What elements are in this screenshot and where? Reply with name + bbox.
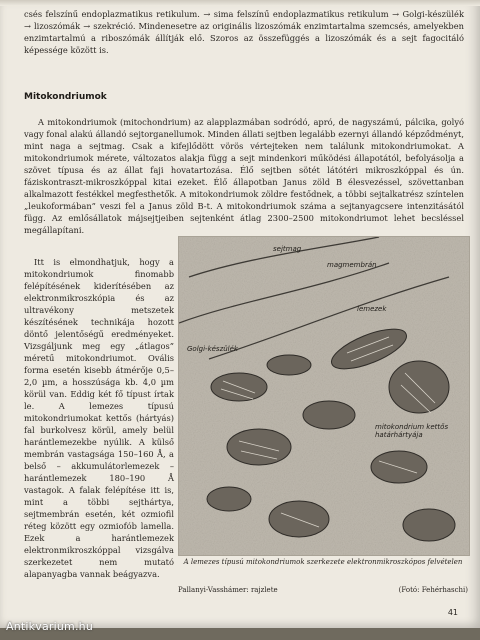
- figure-credit: Pallanyi-Vasshámer: rajzlete: [178, 586, 278, 594]
- top-paragraph: csés felszínű endoplazmatikus retikulum. → sima felszínű endoplazmatikus retikulum → Golgi-készülék → lizoszómák → szekréció. Mindenesetre az originális lizoszómák enzimtartalma szemcsés, amelyekben enzimtartalmú a riboszómák állítják elő. Szoros az összefüggés a lizoszómák és a sejt fagocitáló képessége között is.: [24, 9, 464, 55]
- left-column-paragraph: Itt is elmondhatjuk, hogy a mitokondriumok finomabb felépítésének kiderítésében az elektronmikroszkópia és az ultravékony metszetek készítésének technikája hozott döntő jelentőségű eredményeket. Vizsgáljunk meg egy „átlagos” méretű mitokondriumot. Ovális forma esetén kisebb átmérője 0,5–2,0 µm, a hosszúsága kb. 4,0 µm körül van. Eddig két fő típust írtak le. A lemezes típusú mitokondriumokat kettős (hártyás) fal burkolvesz körül, amely belül harántlemezekbe nyúlik. A külső membrán vastagsága 150–160 Å, a belső – akkumulátorlemezek – harántlemezek 180–190 Å vastagok. A falak felépítése itt is, mint a többi sejthártya, sejtmembrán esetén, két ozmiofil réteg között egy ozmiofób lamella. Ezek a harántlemezek elektronmikroszkóppal vizsgálva szerkezetet nem mutató alapanyagba vannak beágyazva.: [24, 257, 174, 579]
- page-top-shadow: [0, 0, 480, 6]
- figure-label-4: Golgi-készülék: [187, 345, 238, 353]
- section-title: Mitokondriumok: [24, 92, 107, 102]
- figure-label-3: lemezek: [357, 305, 387, 313]
- figure-caption: A lemezes típusú mitokondriumok szerkezete elektronmikroszkópos felvételen: [183, 558, 463, 566]
- figure-label-1: sejtmag: [273, 245, 302, 253]
- photo-credit: (Fotó: Fehérhaschi): [398, 586, 468, 594]
- figure-label-2: magmembrán: [327, 261, 377, 269]
- watermark: Antikvarium.hu: [6, 620, 93, 633]
- intro-paragraph: A mitokondriumok (mitochondrium) az alapplazmában sodródó, apró, de nagyszámú, pálcika, golyó vagy fonal alakú állandó sejtorganellumok. Minden állati sejtben legalább ezernyi állandó képződményt, mint naga a sejtmag. Csak a kifejlődött vörös vértejteken nem találunk mitokondriumokat. A mitokondriumok mérete, változatos alakja függ a sejt mindenkori működési állapotától, befolyásolja a szövet típusa és az állat faji hovatartozása. Élő sejtben sötét látótéri mikroszkóppal és ún. fáziskontraszt-mikroszkóppal kitai ezeket. Élő állapotban Janus zöld B élesvezéssel, szövettanban alkalmazott festékkel megfesthetők. A mitokondriumok zöldre festődnek, a többi sejtalkatrész színtelen „leukoformában” veszi fel a Janus zöld B-t. A mitokondriumok száma a sejtanyagcsere intenzitásától függ. Az emlősállatok májsejtjeiben sejtenként átlag 2300–2500 mitokondriumot lehet becsléssel megállapítani.: [24, 117, 464, 235]
- figure-label-5: mitokondrium kettős határhártyája: [375, 423, 449, 439]
- electron-micrograph-figure: [178, 236, 470, 556]
- micrograph-drawing: [179, 237, 469, 555]
- page-number: 41: [447, 608, 458, 617]
